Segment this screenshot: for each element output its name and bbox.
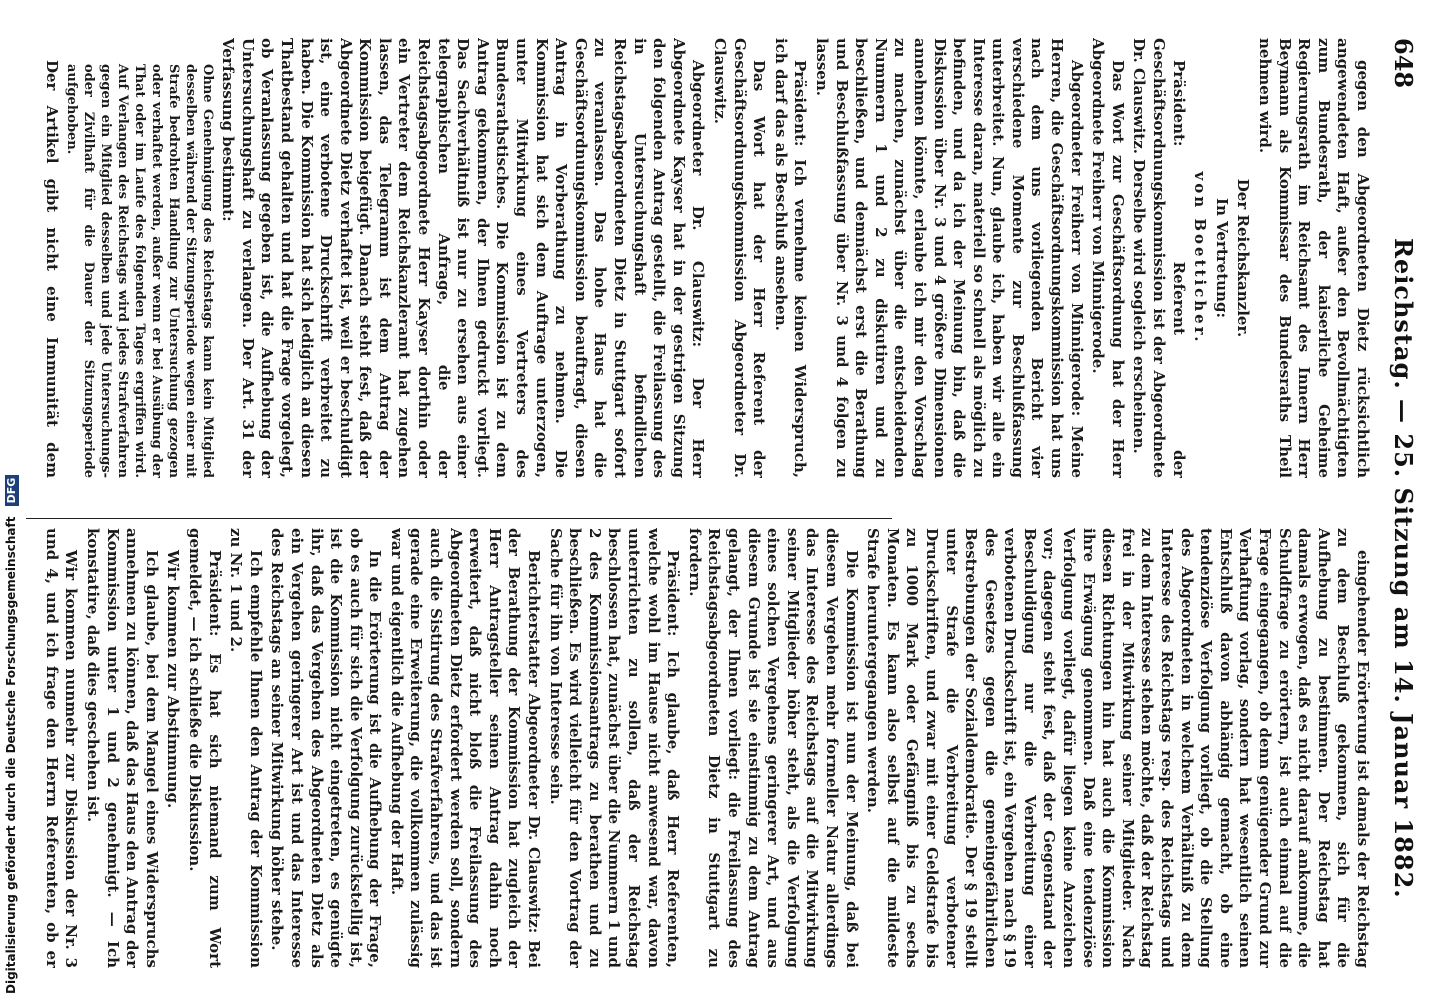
paragraph: In Vertretung: xyxy=(1212,198,1231,318)
digitization-notice: Digitalisierung gefördert durch die Deutsche Forschungsgemeinschaft xyxy=(4,516,18,994)
page-title: Reichstag. — 25. Sitzung am 14. Januar 1882. xyxy=(1389,238,1418,899)
paragraph: Das Wort zur Geschäftsordnung hat der Herr Abgeordnete Freiherr von Minnigerode. xyxy=(1089,38,1127,478)
paragraph: Präsident: Es hat sich niemand zum Wort gemeldet, — ich schließe die Diskussion. xyxy=(185,528,224,968)
dfg-logo: DFG xyxy=(5,475,19,507)
paragraph: Die Kommission ist nun der Meinung, daß bei diesem Vergehen mehr formeller Natur allerdings das Interesse des Reichstags auf die Mitwirkung seiner Mitglieder höher steht, als die Verfolgung eines solchen Vergehens geringerer Art, und aus diesem Grunde ist sie einstimmig zu dem Antrag gelangt, der Ihnen vorliegt: die Freilassung des Reichstagsabgeordneten Dietz in Stuttgart zu fordern. xyxy=(685,528,861,968)
right-text-column xyxy=(42,528,1372,968)
paragraph: Abgeordneter Dr. Clauswitz: Der Herr Abgeordnete Kayser hat in der gestrigen Sitzung den folgenden Antrag gestellt, die Freilassung des in Untersuchungshaft befindlichen Reichstagsabgeordneten Dietz in Stuttgart sofort zu veranlassen. Das hohe Haus hat die Geschäftsordnungskommission beauftragt, diesen Antrag in Vorberathung zu nehmen. Die Kommission hat sich dem Auftrage unterzogen, unter Mitwirkung eines Vertreters des Bundesrathstisches. Die Kommission ist zu dem Antrag gekommen, der Ihnen gedruckt vorliegt. Das Sachverhältniß ist nur zu ersehen aus einer telegraphischen Anfrage, die der Reichstagsabgeordnete Herr Kayser dorthin oder ein Vertreter dem Reichskanzleramt hat zugehen lassen, das Telegramm ist dem Antrag der Kommission beigefügt. Danach steht fest, daß der Abgeordnete Dietz verhaftet ist, weil er beschuldigt ist, eine verbotene Druckschrift verbreitet zu haben. Die Kommission hat sich lediglich an diesen Thatbestand gehalten und hat die Frage vorgelegt, ob Veranlassung gegeben ist, die Aufhebung der Untersuchungshaft zu verlangen. Der Art. 31 der Verfassung bestimmt: xyxy=(219,38,708,478)
paragraph: Präsident: Ich vernehme keinen Widerspruch, ich darf das als Beschluß ansehen. xyxy=(771,38,810,478)
column-divider xyxy=(12,518,892,519)
paragraph: Wir kommen nunmehr zur Diskussion der Nr. 3 und 4, und ich frage den Herrn Referenten, ob er xyxy=(42,528,81,968)
page-number: 648 xyxy=(1389,38,1418,89)
paragraph: Der Artikel gibt nicht eine Immunität dem xyxy=(42,60,61,478)
paragraph: gegen den Abgeordneten Dietz rücksichtlich angewendeten Haft, außer den Bevollmächtigten zum Bundesrath, der kaiserliche Geheime Regierungsrath im Reichsamt des Innern Herr Beymann als Kommissar des Bundesraths Theil nehmen wird. xyxy=(1256,38,1372,478)
paragraph: eingehender Erörterung ist damals der Reichstag zu dem Beschluß gekommen, sich für die Aufhebung zu bestimmen. Der Reichstag hat damals erwogen, daß es nicht darauf ankomme, die Schuldfrage zu erörtern, ist auch einmal auf die Frage eingegangen, ob denn genügender Grund zur Verhaftung vorlag, sondern hat wesentlich seinen Entschluß davon abhängig gemacht, ob eine tendenziöse Verfolgung vorliegt, ob die Stellung des Abgeordneten in welchem Verhältniß zu dem Interesse des Reichstags resp. des Reichstags und zu dem Interesse stehen möchte, daß der Reichstag frei in der Mitwirkung seiner Mitglieder. Nach diesen Richtungen hin hat auch die Kommission ihre Erwägung genommen. Daß eine tendenziöse Verfolgung vorliegt, dafür liegen keine Anzeichen vor; dagegen steht fest, daß der Gegenstand der Beschuldigung nur die Verbreitung einer verbotenen Druckschrift ist, ein Vergehen nach § 19 des Gesetzes gegen die gemeingefährlichen Bestrebungen der Sozialdemokratie. Der § 19 stellt unter Strafe die Verbreitung verbotener Druckschriften, und zwar mit einer Geldstrafe bis zu 1000 Mark oder Gefängniß bis zu sechs Monaten. Es kann also selbst auf die mildeste Strafe heruntergegangen werden. xyxy=(864,528,1372,968)
paragraph: von Boetticher. xyxy=(1191,171,1210,345)
paragraph: Präsident: Referent der Geschäftsordnungskommission ist der Abgeordnete Dr. Clauswitz. Derselbe wird sogleich erscheinen. xyxy=(1130,38,1188,478)
digitization-notice-wrapper xyxy=(4,0,19,994)
digitization-sidebar xyxy=(0,0,26,1000)
paragraph: Ohne Genehmigung des Reichstags kann kein Mitglied desselben während der Sitzungsperiode wegen einer mit Strafe bedrohten Handlung zur Untersuchung gezogen oder verhaftet werden, außer wenn er bei Ausübung der That oder im Laufe des folgenden Tages ergriffen wird. Auf Verlangen des Reichstags wird jedes Strafverfahren gegen ein Mitglied desselben und jede Untersuchungs- oder Zivilhaft für die Dauer der Sitzungsperiode aufgehoben. xyxy=(63,64,215,478)
paragraph: Der Reichskanzler. xyxy=(1234,178,1253,338)
paragraph: Berichterstatter Abgeordneter Dr. Clauswitz: Bei der Berathung der Kommission hat zugleich der Herr Antragsteller seinen Antrag dahin noch erweitert, daß nicht bloß die Freilassung des Abgeordneten Dietz erfordert werden soll, sondern auch die Sistirung des Strafverfahrens, und das ist gerade eine Erweiterung, die vollkommen zulässig war und eigentlich die Aufhebung der Haft. xyxy=(387,528,544,968)
paragraph: Wir kommen zur Abstimmung. xyxy=(164,550,183,809)
paragraph: Präsident: Ich glaube, daß Herr Referenten, welche wohl im Hause nicht anwesend war, davon unterrichten zu sollen, daß der Reichstag beschlossen hat, zunächst über die Nummern 1 und 2 des Kommissionsantrags zu berathen und zu beschließen. Es wird vielleicht für den Vortrag der Sache für ihn von Interesse sein. xyxy=(546,528,683,968)
paragraph: Ich glaube, bei dem Mangel eines Widerspruchs annehmen zu können, daß das Haus den Antrag der Kommission unter 1 und 2 genehmigt. — Ich konstatire, daß dies geschehen ist. xyxy=(84,528,161,968)
paragraph: Das Wort hat der Herr Referent der Geschäftsordnungskommission Abgeordneter Dr. Clauswitz. xyxy=(711,38,769,478)
left-text-column xyxy=(42,38,1372,478)
paragraph: Ich empfehle Ihnen den Antrag der Kommission zu Nr. 1 und 2. xyxy=(227,528,265,968)
page-header xyxy=(1382,38,1422,968)
paragraph: Abgeordneter Freiherr von Minnigerode: Meine Herren, die Geschäftsordnungskommission hat uns nach dem uns vorliegenden Bericht vier verschiedene Momente zur Beschlußfassung unterbreitet. Nun, glaube ich, haben wir alle ein Interesse daran, materiell so schnell als möglich zu befinden, und da ich der Meinung bin, daß die Diskussion über Nr. 3 und 4 größere Dimensionen annehmen könnte, erlaube ich mir den Vorschlag zu machen, zunächst über die entscheidenden Nummern 1 und 2 zu diskutiren und zu beschließen, und demnächst erst die Berathung und Beschlußfassung über Nr. 3 und 4 folgen zu lassen. xyxy=(812,38,1086,478)
paragraph: In die Erörterung ist die Aufhebung der Frage, ob es auch für sich die Verfolgung zurückstellig ist, ist die Kommission nicht eingetreten, es genügte ihr, daß das Vergehen des Abgeordneten Dietz als ein Vergehen geringerer Art ist und das Interesse des Reichstags an seiner Mitwirkung höher stehe. xyxy=(268,528,385,968)
